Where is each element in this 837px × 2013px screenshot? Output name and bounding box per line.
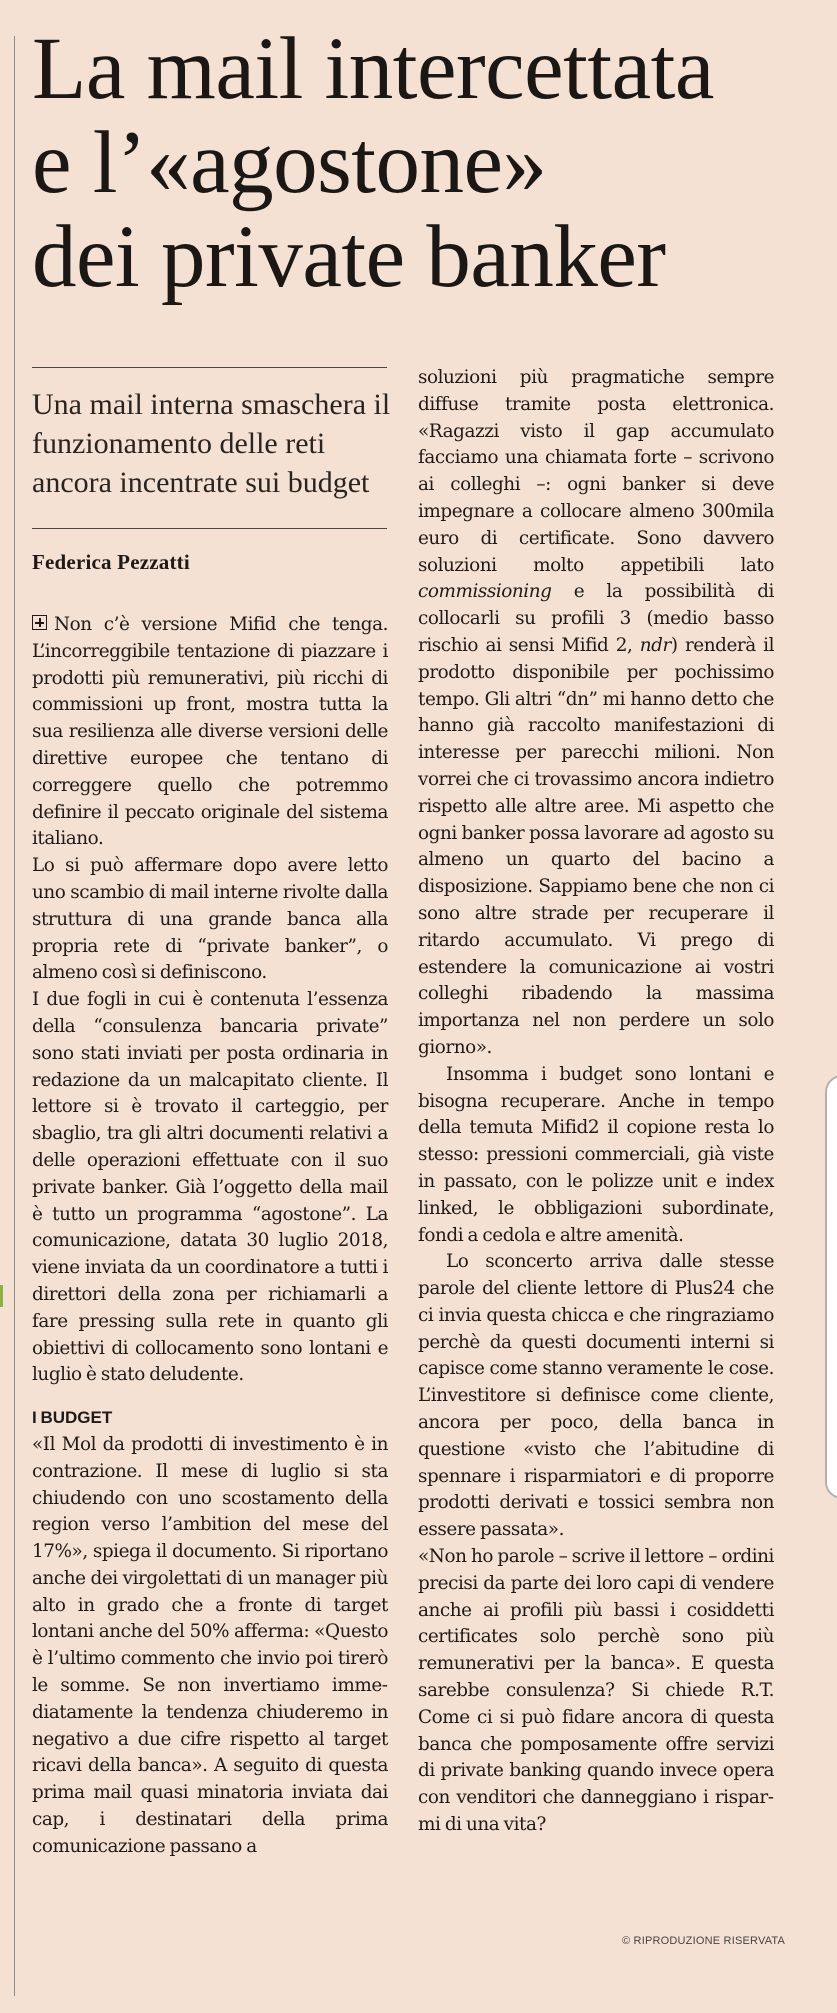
page-margin-rule	[14, 36, 15, 1996]
paragraph	[418, 365, 774, 1062]
paragraph: «Il Mol da prodotti di investimento è in contrazione. Il mese di luglio si sta chiudendo con uno scostamento della region verso l’ambition del mese del 17%», spiega il documento. Si riportano anche dei virgolettati di un manager più alto in grado che a fronte di target lontani anche del 50% afferma: «Questo è l’ultimo commento che invio poi tirerò le somme. Se non invertiamo immediatamente la tendenza chiuderemo in negativo a due cifre rispetto al target ricavi della banca». A seguito di questa prima mail quasi minatoria inviata dai cap, i destinatari della prima comunicazione passano a	[32, 1433, 388, 1857]
headline	[32, 22, 822, 304]
plus-box-icon	[32, 615, 47, 630]
margin-tab-marker	[0, 1285, 3, 1307]
paragraph: «Non ho parole – scrive il lettore – ordini precisi da parte dei loro capi di vendere anche ai profili più bassi i cosiddetti certificates solo perchè sono più remunerativi per la banca». E questa sarebbe consulenza? Si chiede R.T. Come ci si può fidare ancora di questa banca che pomposamente offre servizi di private banking quando invece opera con venditori che danneggiano i risparmi di una vita?	[418, 1546, 774, 1836]
page-curl-edge	[825, 1075, 837, 1499]
headline-line-2: e l’«agostone»	[32, 114, 547, 212]
subtitle: Una mail interna smaschera il funzionamento delle reti ancora incentrate sui budget	[32, 388, 391, 499]
paragraph: Insomma i budget sono lontani e bisogna recuperare. Anche in tempo della temuta Mifid2 il copione resta lo stesso: pressioni commerciali, già viste in passato, con le polizze unit e index linked, le obbligazioni subordinate, fondi a cedola e altre amenità.	[418, 1063, 774, 1246]
subtitle-top-rule	[32, 367, 387, 368]
author-byline: Federica Pezzatti	[32, 550, 190, 574]
italic-term: commissioning	[418, 581, 552, 603]
paragraph-text: e la possibilità di collocarli su profili 3 (medio basso rischio ai sensi Mifid 2,	[418, 581, 774, 656]
paragraph: Lo sconcerto arriva dalle stesse parole del cliente lettore di Plus24 che ci invia questa chicca e che ringraziamo perchè da questi documenti interni si capisce come stanno veramente le cose. L’investitore si definisce come cliente, ancora per poco, della banca in questione «visto che l’abitudine di spennare i risparmiatori e di proporre prodotti derivati e tossici sembra non essere passata».	[418, 1251, 774, 1541]
paragraph: Lo si può affermare dopo avere letto uno scambio di mail interne rivolte dalla struttura di una grande banca alla propria rete di “private banker”, o almeno così si definiscono.	[32, 855, 388, 984]
headline-line-3: dei private banker	[32, 208, 666, 306]
article-column-2	[418, 365, 774, 1839]
copyright-notice: © RIPRODUZIONE RISERVATA	[622, 1935, 786, 1947]
paragraph	[32, 612, 388, 853]
italic-term: ndr	[639, 634, 671, 656]
paragraph-text: ) renderà il prodotto disponibile per pochissimo tempo. Gli altri “dn” mi hanno detto che hanno già raccolto manifestazioni di interesse per parecchi milioni. Non vorrei che ci trovassimo ancora indietro rispetto alle altre aree. Mi aspetto che ogni banker possa lavorare ad agosto su almeno un quarto del bacino a disposizione. Sappiamo bene che non ci sono altre strade per recuperare il ritardo accumulato. Vi prego di estendere la comunicazione ai vostri colleghi ribadendo la massima importanza nel non perdere un solo giorno».	[418, 634, 774, 1058]
section-heading: I BUDGET	[32, 1408, 113, 1428]
subtitle-bottom-rule	[32, 528, 387, 529]
paragraph-text: Non c’è versione Mifid che tenga. L’incorreggibile tentazione di piazzare i prodotti più remunerativi, più ricchi di commissioni up front, mostra tutta la sua resilienza alle diverse versioni delle direttive europee che tentano di correggere quello che potremmo definire il peccato originale del sistema italiano.	[32, 614, 388, 850]
paragraph: I due fogli in cui è contenuta l’essenza della “consulenza bancaria private” sono stati inviati per posta ordinaria in redazione da un malcapitato cliente. Il lettore si è trovato il carteggio, per sbaglio, tra gli altri documenti relativi a delle operazioni effettuate con il suo private banker. Già l’oggetto della mail è tutto un programma “agostone”. La comunicazione, datata 30 luglio 2018, viene inviata da un coordinatore a tutti i direttori della zona per richiamarli a fare pressing sulla rete in quanto gli obiettivi di collocamento sono lontani e luglio è stato deludente.	[32, 989, 388, 1386]
headline-line-1: La mail intercettata	[32, 20, 714, 118]
paragraph-text: soluzioni più pragmatiche sempre diffuse tramite posta elettronica. «Ragazzi visto il gap accumulato facciamo una chiamata forte – scrivono ai colleghi –: ogni banker si deve impegnare a collocare almeno 300mila euro di certificate. Sono davvero soluzioni molto appetibili lato	[418, 367, 774, 576]
article-column-1	[32, 612, 388, 1861]
